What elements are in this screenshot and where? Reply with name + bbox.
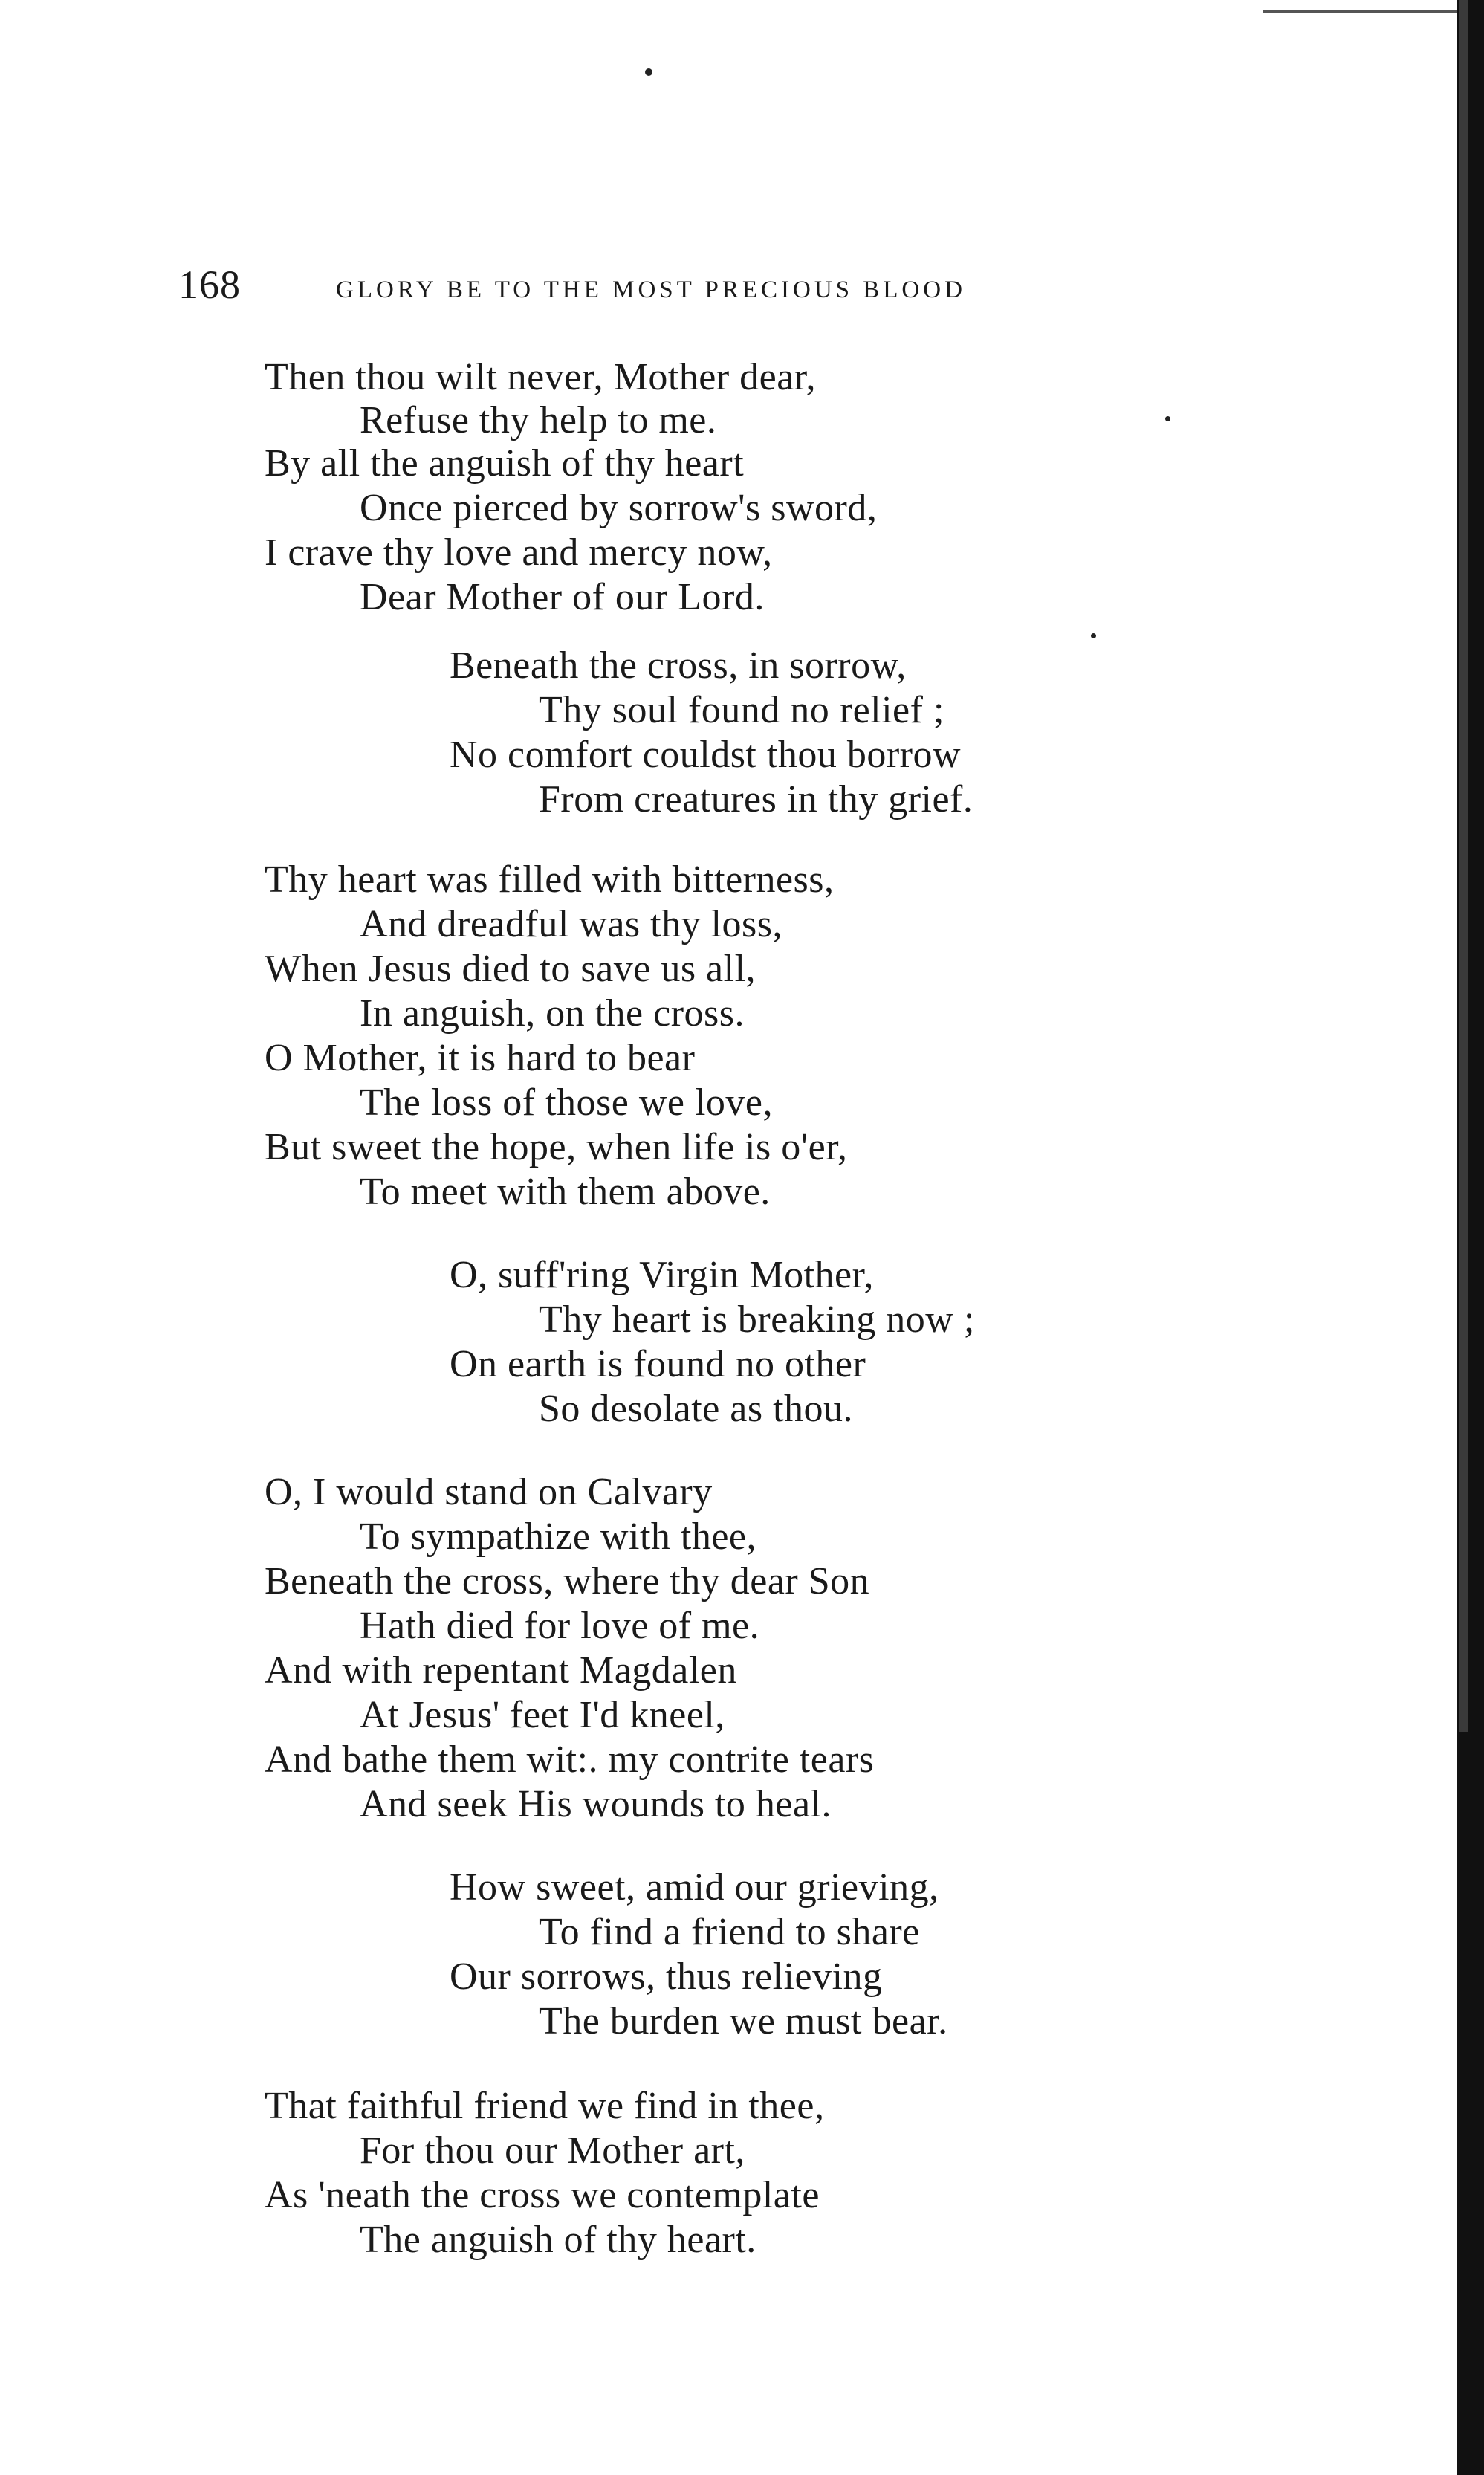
poem-line: For thou our Mother art,	[360, 2129, 745, 2172]
poem-line: Beneath the cross, where thy dear Son	[265, 1560, 870, 1602]
poem-line: And dreadful was thy loss,	[360, 903, 783, 945]
refrain-line: Our sorrows, thus relieving	[450, 1955, 883, 1998]
poem-line: But sweet the hope, when life is o'er,	[265, 1126, 848, 1168]
scan-speck	[1091, 633, 1096, 638]
refrain-line: No comfort couldst thou borrow	[450, 734, 962, 776]
scan-speck	[645, 68, 652, 76]
poem-line: Thy heart was filled with bitterness,	[265, 858, 835, 901]
poem-line: Dear Mother of our Lord.	[360, 576, 765, 618]
binding-edge-highlight	[1459, 0, 1468, 1732]
poem-line: I crave thy love and mercy now,	[265, 531, 773, 574]
poem-line: To meet with them above.	[360, 1171, 771, 1213]
poem-line: At Jesus' feet I'd kneel,	[360, 1694, 725, 1736]
poem-line: O Mother, it is hard to bear	[265, 1037, 696, 1079]
poem-line: Hath died for love of me.	[360, 1605, 760, 1647]
refrain-line: From creatures in thy grief.	[539, 778, 973, 821]
poem-line: O, I would stand on Calvary	[265, 1471, 713, 1513]
poem-line: Then thou wilt never, Mother dear,	[265, 356, 817, 398]
poem-line: That faithful friend we find in thee,	[265, 2085, 825, 2127]
poem-line: In anguish, on the cross.	[360, 992, 745, 1035]
scan-speck	[1165, 416, 1170, 421]
poem-line: Once pierced by sorrow's sword,	[360, 487, 878, 529]
refrain-line: O, suff'ring Virgin Mother,	[450, 1254, 874, 1296]
refrain-line: The burden we must bear.	[539, 2000, 948, 2042]
poem-line: Refuse thy help to me.	[360, 399, 717, 441]
refrain-line: How sweet, amid our grieving,	[450, 1866, 939, 1909]
refrain-line: On earth is found no other	[450, 1343, 866, 1385]
poem-line: As 'neath the cross we contemplate	[265, 2174, 820, 2216]
running-head: GLORY BE TO THE MOST PRECIOUS BLOOD	[336, 276, 966, 303]
poem-line: When Jesus died to save us all,	[265, 948, 756, 990]
poem-line: The anguish of thy heart.	[360, 2219, 756, 2261]
page-number: 168	[178, 262, 241, 307]
poem-line: And with repentant Magdalen	[265, 1649, 737, 1692]
poem-line: To sympathize with thee,	[360, 1515, 757, 1558]
refrain-line: To find a friend to share	[539, 1911, 920, 1953]
poem-line: And seek His wounds to heal.	[360, 1783, 832, 1825]
refrain-line: So desolate as thou.	[539, 1388, 854, 1430]
scan-top-rule	[1263, 10, 1458, 13]
poem-line: By all the anguish of thy heart	[265, 442, 745, 485]
poem-line: And bathe them wit:. my contrite tears	[265, 1738, 875, 1781]
refrain-line: Thy soul found no relief ;	[539, 689, 944, 731]
refrain-line: Beneath the cross, in sorrow,	[450, 644, 907, 687]
poem-line: The loss of those we love,	[360, 1081, 774, 1124]
refrain-line: Thy heart is breaking now ;	[539, 1298, 975, 1341]
